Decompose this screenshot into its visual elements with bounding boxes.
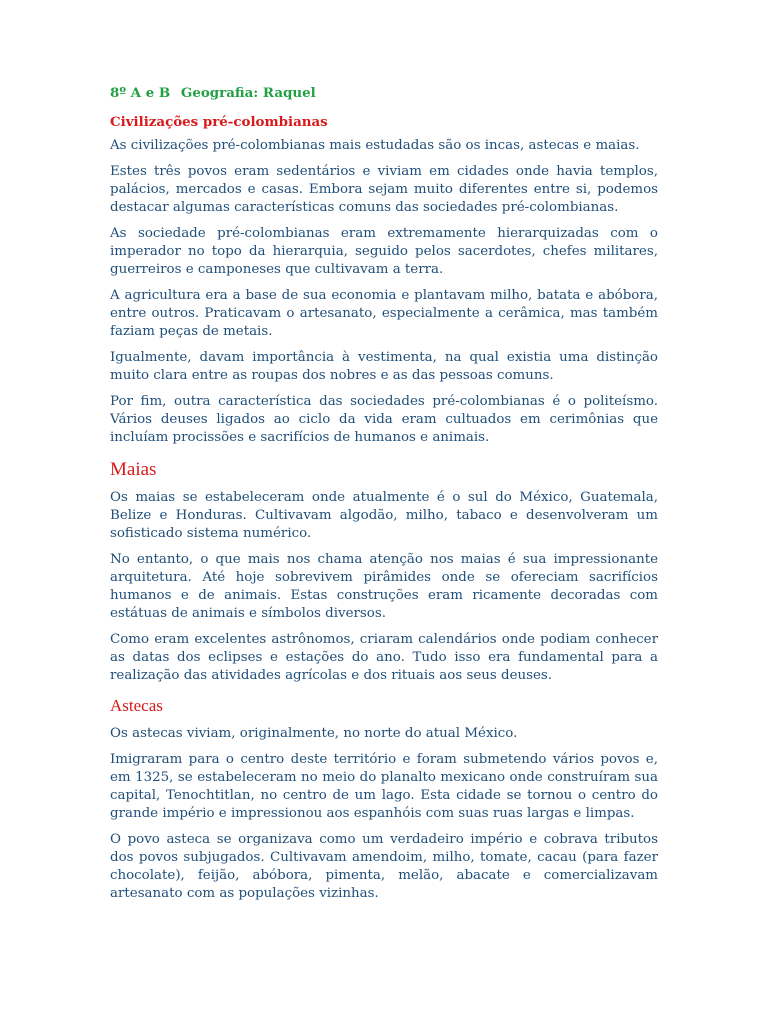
intro-paragraph: Por fim, outra característica das sociedades pré-colombianas é o politeísmo. Vários deuses ligados ao ciclo da vida eram cultuados em cerimônias que incluíam procissões e sacrifícios de humanos e animais. [110, 394, 658, 445]
document-title: Civilizações pré-colombianas [110, 114, 328, 130]
intro-paragraph: Igualmente, davam importância à vestimenta, na qual existia uma distinção muito clara entre as roupas dos nobres e as das pessoas comuns. [110, 350, 658, 383]
section-heading-maias: Maias [110, 459, 157, 480]
astecas-paragraph: Imigraram para o centro deste território e foram submetendo vários povos e, em 1325, se estabeleceram no meio do planalto mexicano onde construíram sua capital, Tenochtitlan, no centro de um lago. Esta cidade se tornou o centro do grande império e impressionou aos espanhóis com suas ruas largas e limpas. [110, 752, 658, 821]
astecas-paragraph: O povo asteca se organizava como um verdadeiro império e cobrava tributos dos povos subjugados. Cultivavam amendoim, milho, tomate, cacau (para fazer chocolate), feijão, abóbora, pimenta, melão, abacate e comercializavam artesanato com as populações vizinhas. [110, 832, 658, 901]
document-body [110, 84, 658, 911]
intro-paragraph: As civilizações pré-colombianas mais estudadas são os incas, astecas e maias. [110, 138, 640, 153]
maias-paragraph: Como eram excelentes astrônomos, criaram calendários onde podiam conhecer as datas dos eclipses e estações do ano. Tudo isso era fundamental para a realização das atividades agrícolas e dos rituais aos seus deuses. [110, 632, 658, 683]
maias-paragraph: No entanto, o que mais nos chama atenção nos maias é sua impressionante arquitetura. Até hoje sobrevivem pirâmides onde se ofereciam sacrifícios humanos e de animais. Estas construções eram ricamente decoradas com estátuas de animais e símbolos diversos. [110, 552, 658, 621]
class-label: 8º A e B [110, 85, 171, 101]
intro-paragraph: Estes três povos eram sedentários e viviam em cidades onde havia templos, palácios, mercados e casas. Embora sejam muito diferentes entre si, podemos destacar algumas características comuns das sociedades pré-colombianas. [110, 164, 658, 215]
intro-paragraph: As sociedade pré-colombianas eram extremamente hierarquizadas com o imperador no topo da hierarquia, seguido pelos sacerdotes, chefes militares, guerreiros e camponeses que cultivavam a terra. [110, 226, 658, 277]
subject-label: Geografia: Raquel [180, 85, 316, 101]
section-heading-astecas: Astecas [110, 696, 163, 715]
astecas-paragraph: Os astecas viviam, originalmente, no norte do atual México. [110, 726, 518, 741]
document-header [110, 84, 658, 102]
maias-paragraph: Os maias se estabeleceram onde atualmente é o sul do México, Guatemala, Belize e Honduras. Cultivavam algodão, milho, tabaco e desenvolveram um sofisticado sistema numérico. [110, 490, 658, 541]
intro-paragraph: A agricultura era a base de sua economia e plantavam milho, batata e abóbora, entre outros. Praticavam o artesanato, especialmente a cerâmica, mas também faziam peças de metais. [110, 288, 658, 339]
